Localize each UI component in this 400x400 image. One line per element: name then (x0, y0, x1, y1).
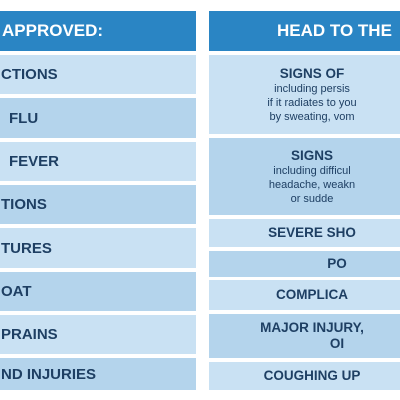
approved-item-label: PRAINS (1, 326, 58, 343)
approved-item-label: FEVER (9, 153, 60, 170)
emergency-item-detail: by sweating, vom (269, 110, 355, 123)
emergency-header: HEAD TO THE (209, 11, 400, 51)
approved-item-label: ND INJURIES (1, 365, 97, 383)
emergency-item (209, 314, 400, 358)
emergency-item (209, 55, 400, 134)
approved-header: APPROVED: (0, 11, 196, 51)
emergency-item-title: COMPLICA (276, 287, 348, 302)
approved-item (0, 358, 196, 390)
emergency-item (209, 219, 400, 247)
approved-item (0, 228, 196, 268)
emergency-item (209, 138, 400, 215)
emergency-item (209, 362, 400, 390)
approved-item (0, 185, 196, 224)
emergency-item (209, 280, 400, 310)
approved-item-label: TURES (1, 239, 52, 257)
emergency-item-detail: if it radiates to you (267, 96, 357, 109)
approved-item (0, 98, 196, 138)
emergency-item-title: SIGNS OF (279, 65, 345, 81)
emergency-item-title: MAJOR INJURY, (260, 320, 364, 335)
emergency-item-title: COUGHING UP (263, 368, 361, 383)
emergency-item-detail: or sudde (290, 192, 334, 205)
emergency-item-title: SIGNS (290, 147, 333, 163)
emergency-item-title: SEVERE SHO (268, 225, 356, 240)
approved-item-label: TIONS (1, 196, 47, 213)
emergency-item (209, 251, 400, 277)
approved-item (0, 55, 196, 94)
approved-item (0, 315, 196, 354)
emergency-item-detail: headache, weakn (268, 178, 356, 191)
approved-item (0, 142, 196, 181)
emergency-item-title-continued: OI (329, 336, 345, 351)
approved-item (0, 272, 196, 311)
approved-item-label: CTIONS (1, 66, 58, 83)
approved-item-label: OAT (1, 283, 32, 300)
approved-item-label: FLU (9, 109, 39, 127)
emergency-item-detail: including difficul (273, 164, 351, 177)
emergency-item-title: PO (327, 256, 347, 271)
emergency-item-detail: including persis (274, 82, 350, 95)
